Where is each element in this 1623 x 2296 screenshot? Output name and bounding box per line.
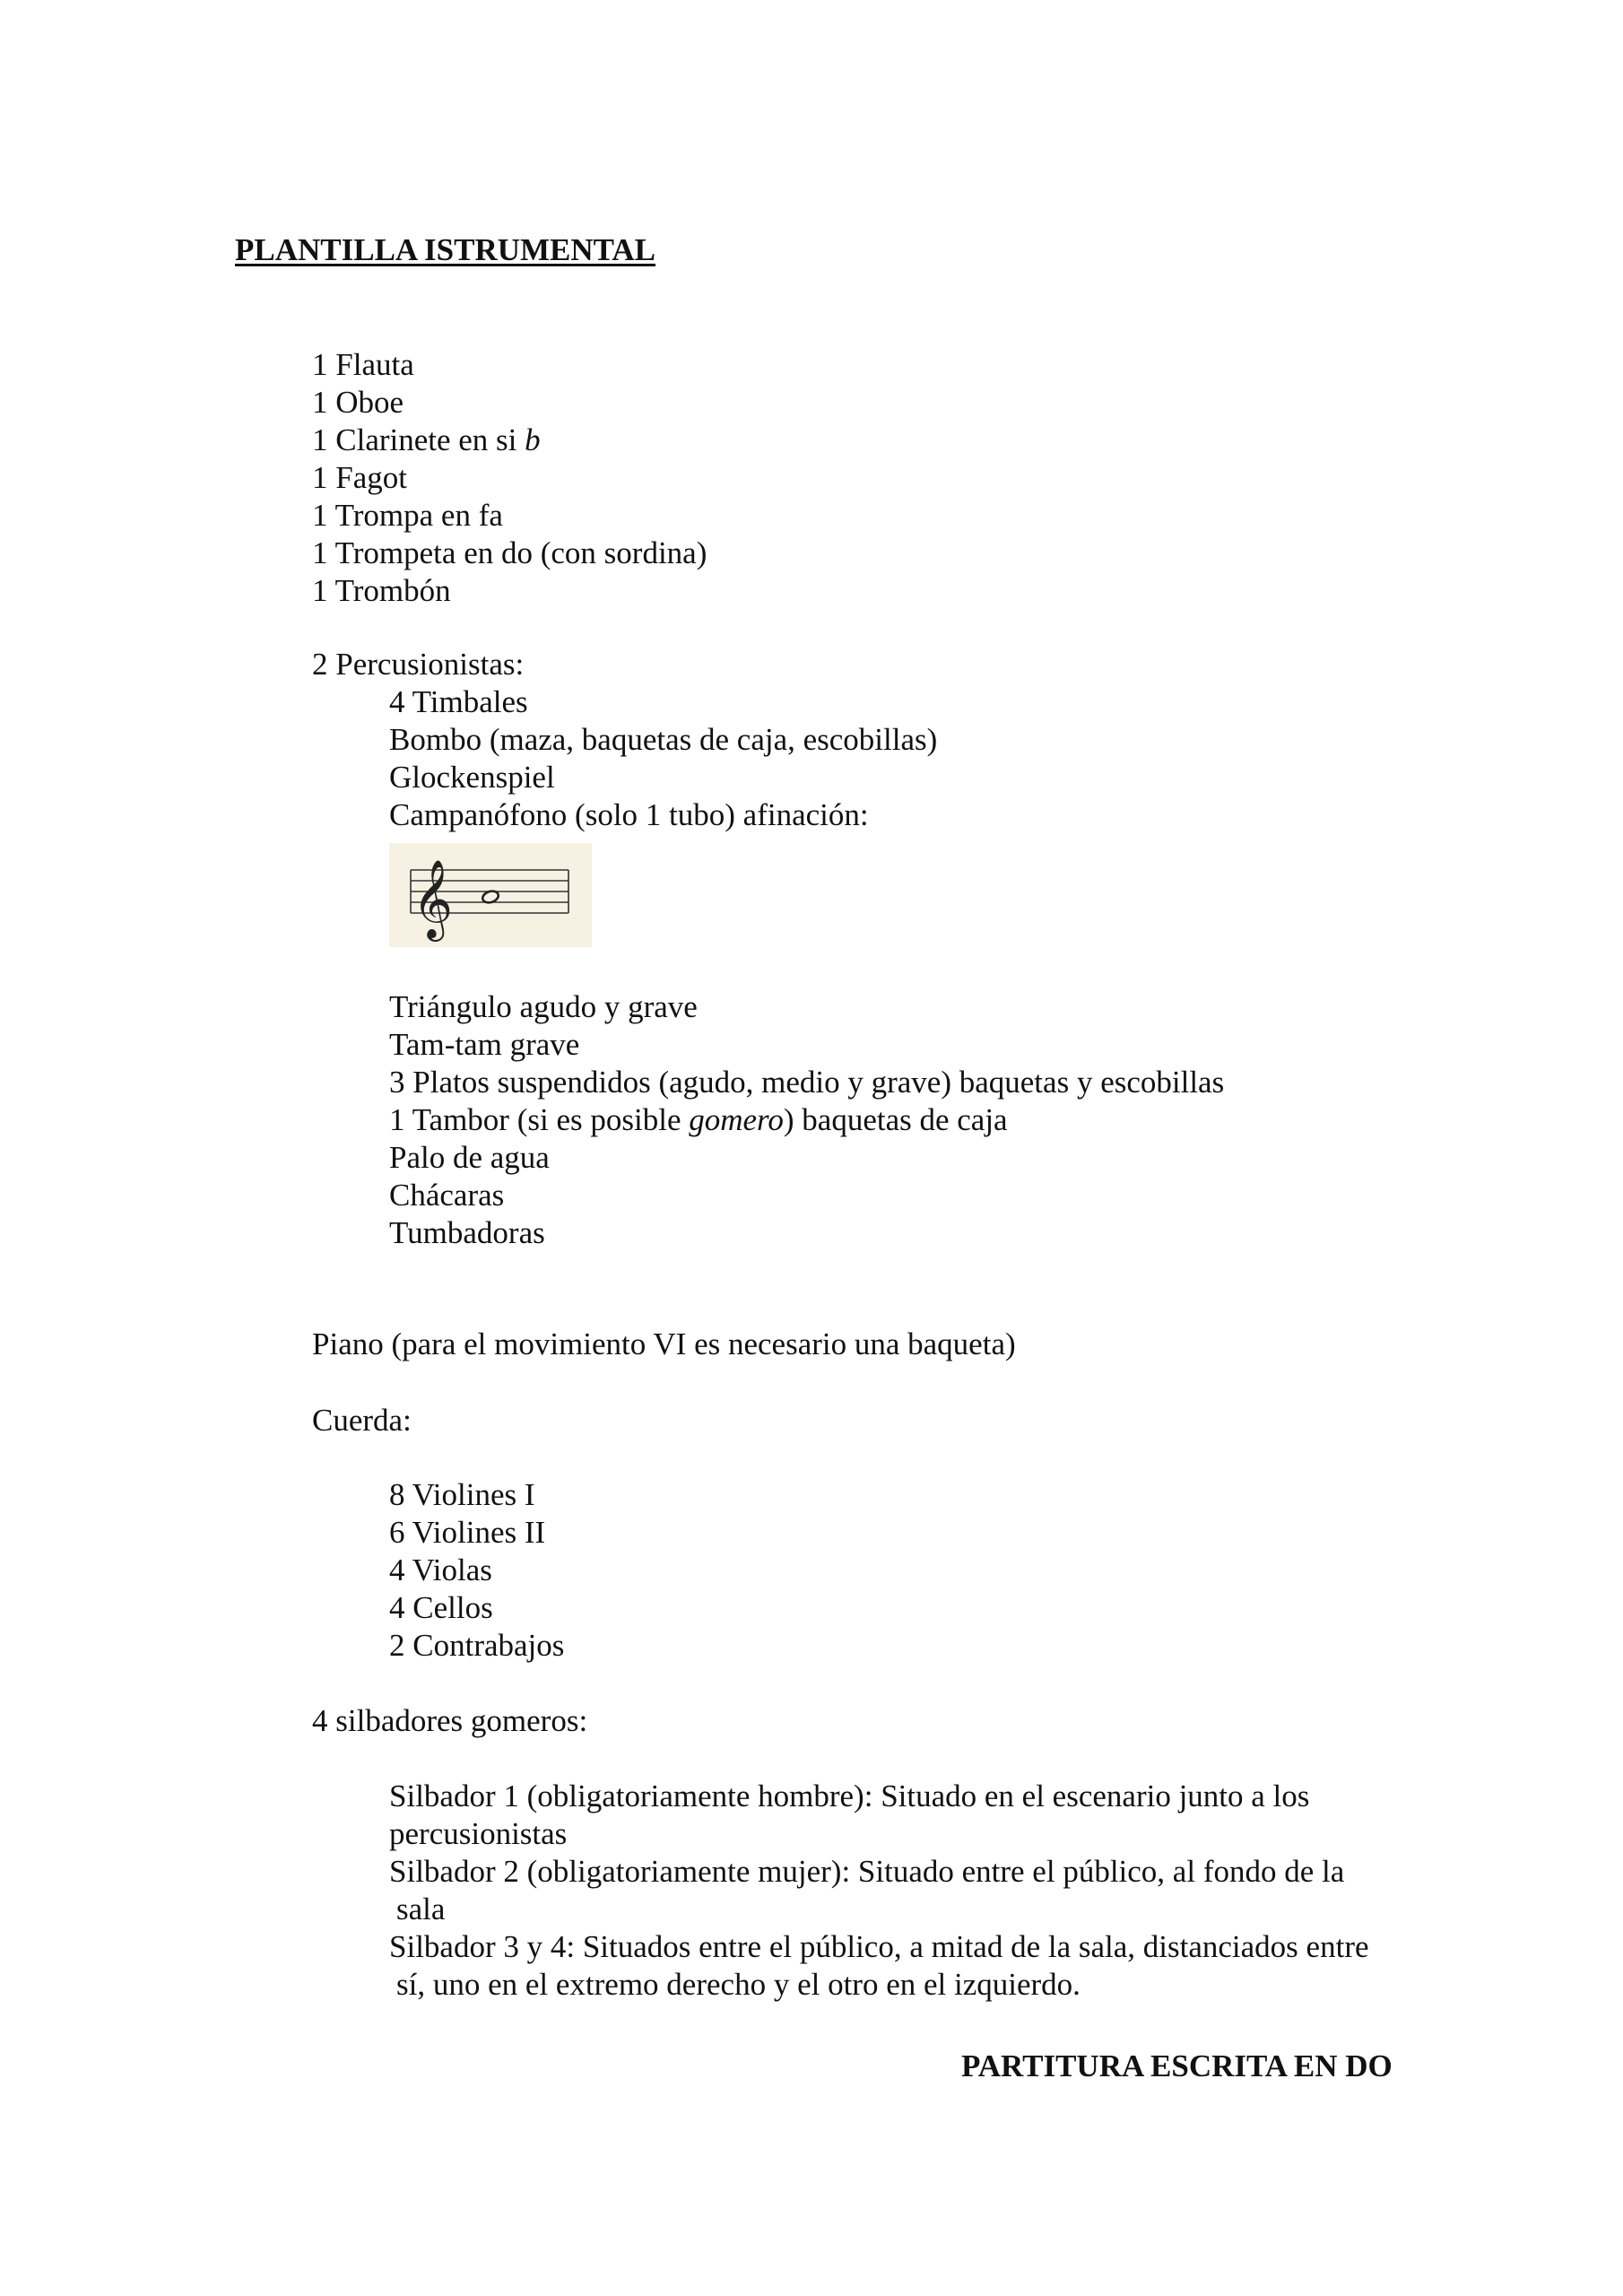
whistler-line: Silbador 2 (obligatoriamente mujer): Situado entre el público, al fondo de la	[389, 1854, 1345, 1889]
instrument-bassoon: 1 Fagot	[312, 460, 407, 495]
percussion-item: Bombo (maza, baquetas de caja, escobillas)	[389, 722, 938, 757]
strings-item: 4 Violas	[389, 1552, 492, 1587]
instrument-flute: 1 Flauta	[312, 347, 414, 382]
percussion-heading: 2 Percusionistas:	[312, 647, 525, 682]
strings-heading: Cuerda:	[312, 1403, 412, 1438]
instrument-clarinet-text: 1 Clarinete en si	[312, 422, 525, 457]
whistler-line: sala	[396, 1892, 446, 1926]
tuning-staff-image	[389, 843, 592, 947]
treble-clef-icon: 𝄞	[412, 858, 453, 938]
whistlers-heading: 4 silbadores gomeros:	[312, 1703, 588, 1738]
instrument-horn: 1 Trompa en fa	[312, 498, 503, 533]
page-title: PLANTILLA ISTRUMENTAL	[235, 232, 656, 267]
instrument-clarinet	[312, 422, 541, 459]
treble-clef-staff	[389, 843, 592, 947]
percussion-item: Tumbadoras	[389, 1215, 545, 1250]
drum-prefix: 1 Tambor (si es posible	[389, 1102, 690, 1137]
score-note: PARTITURA ESCRITA EN DO	[961, 2048, 1393, 2083]
percussion-item: Palo de agua	[389, 1140, 550, 1175]
whistler-line: Silbador 1 (obligatoriamente hombre): Situado en el escenario junto a los	[389, 1779, 1310, 1813]
piano-line: Piano (para el movimiento VI es necesario una baqueta)	[312, 1326, 1016, 1361]
strings-item: 6 Violines II	[389, 1515, 546, 1550]
drum-italic: gomero	[689, 1102, 784, 1137]
strings-item: 4 Cellos	[389, 1590, 493, 1625]
percussion-item-drum	[389, 1101, 1008, 1139]
percussion-item: Chácaras	[389, 1178, 505, 1213]
instrument-oboe: 1 Oboe	[312, 385, 404, 420]
whistler-line: sí, uno en el extremo derecho y el otro en el izquierdo.	[396, 1967, 1081, 2002]
percussion-item: Campanófono (solo 1 tubo) afinación:	[389, 797, 869, 832]
strings-item: 8 Violines I	[389, 1477, 535, 1512]
whistler-line: percusionistas	[389, 1816, 568, 1851]
instrument-trombone: 1 Trombón	[312, 573, 451, 608]
strings-item: 2 Contrabajos	[389, 1628, 565, 1663]
percussion-item: Tam-tam grave	[389, 1027, 580, 1062]
instrument-trumpet: 1 Trompeta en do (con sordina)	[312, 535, 707, 570]
percussion-item: Triángulo agudo y grave	[389, 989, 698, 1024]
percussion-item: 3 Platos suspendidos (agudo, medio y grave) baquetas y escobillas	[389, 1065, 1225, 1100]
percussion-item: 4 Timbales	[389, 684, 528, 719]
instrument-clarinet-flat: b	[525, 422, 541, 457]
whistler-line: Silbador 3 y 4: Situados entre el público, a mitad de la sala, distanciados entre	[389, 1929, 1369, 1964]
drum-suffix: ) baquetas de caja	[783, 1102, 1008, 1137]
percussion-item: Glockenspiel	[389, 760, 555, 795]
